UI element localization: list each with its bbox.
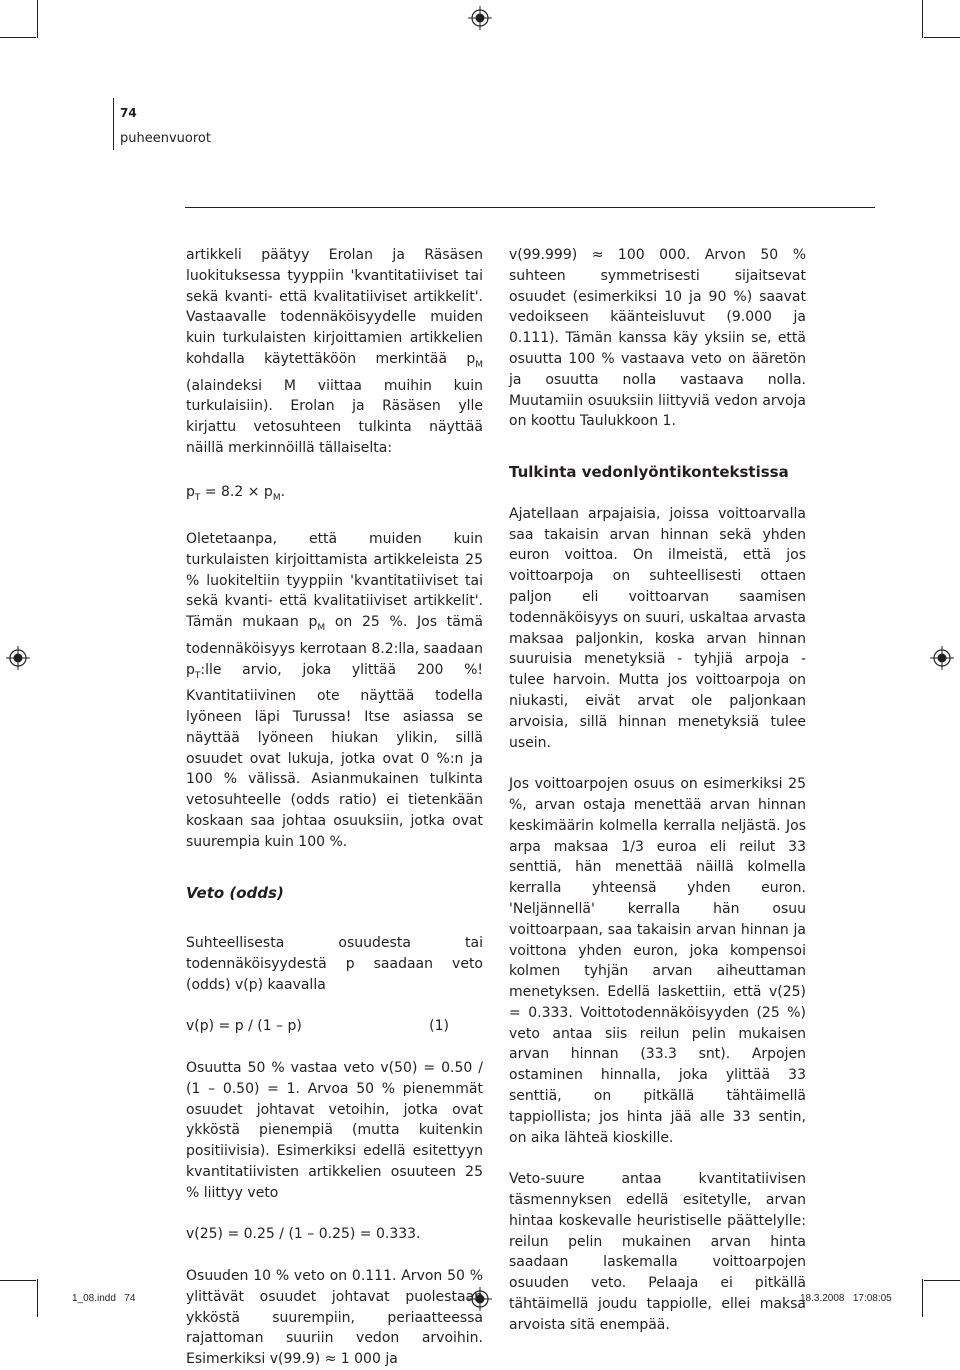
paragraph: Osuuden 10 % veto on 0.111. Arvon 50 % ylittävät osuudet johtavat puolestaan ykköstä suurempiin, periaatteessa rajattoman suuriin vedon arvoihin. Esimerkiksi v(99.9) ≈ 1 000 ja [186,1268,483,1368]
registration-mark-icon [930,646,954,670]
crop-mark [0,1280,36,1281]
paragraph: Jos voittoarpojen osuus on esimerkiksi 25 %, arvan ostaja menettää arvan hinnan keskimäärin kolmella kerralla neljästä. Jos arpa maksaa 1/3 euroa eli reilut 33 senttiä, hän menettää näillä kolmella kerralla yhteensä yhden euron. 'Neljännellä' kerralla hän osuu voittoarpaan, saa takaisin arvan hinnan ja voittona yhden euron, joka kompensoi kolmen tyhjän arvan aiheuttaman menetyksen. Edellä laskettiin, että v(25) = 0.333. Voittotodennäköisyyden (25 %) veto antaa siis reilun pelin mukaisen arvan hinnan (33.3 snt). Arpojen ostaminen hinnalla, joka ylittää 33 senttiä, on pitkällä tähtäimellä tappiollista; jos hinta jää alle 33 sentin, on aika lähteä kioskille. [509,776,806,1146]
registration-mark-icon [468,6,492,30]
paragraph: Ajatellaan arpajaisia, joissa voittoarvalla saa takaisin arvan hinnan sekä yhden euron voittoa. On ilmeistä, että jos voittoarpoja on suhteellisesti ottaen paljon eli voittoarvan saamisen todennäköisyys on suuri, uskaltaa arvasta maksaa paljonkin, koska arvan hinnan suuruisia menetyksiä - tyhjiä arpoja - tulee harvoin. Mutta jos voittoarpoja on niukasti, eivät arvat ole paljonkaan arvoisia, sillä hinnan menetyksiä tulee usein. [509,505,806,751]
equation: v(25) = 0.25 / (1 – 0.25) = 0.333. [186,1226,421,1243]
crop-mark [0,37,36,38]
paragraph: artikkeli päätyy Erolan ja Räsäsen luokituksessa tyyppiin 'kvantitatiiviset tai sekä kvanti- että kvalitatiiviset artikkelit'. Vastaavalle todennäköisyydelle muiden kuin turkulaisten kirjoittamien artikkelien kohdalla käytettäköön merkintää $p_M$ (alaindeksi M viittaa muihin kuin turkulaisiin). Erolan ja Räsäsen ylle kirjattu vetosuhteen tulkinta näyttää näillä merkinnöillä tällaiselta: [186,247,483,456]
paragraph: Osuutta 50 % vastaa veto v(50) = 0.50 / (1 – 0.50) = 1. Arvoa 50 % pienemmät osuudet johtavat vetoihin, jotka ovat ykköstä pienempiä (mutta kuitenkin positiivisia). Esimerkiksi edellä esitettyyn kvantitatiivisten artikkelien osuuteen 25 % liittyy veto [186,1060,483,1201]
equation: v(p) = p / (1 – p) (1) [186,1018,449,1035]
formula: $p_T = 8.2 \times p_M$. [186,483,286,503]
right-column [509,245,806,1336]
crop-mark [922,1279,923,1317]
section-heading: Tulkinta vedonlyöntikontekstissa [509,463,789,482]
paragraph: v(99.999) ≈ 100 000. Arvon 50 % suhteen symmetrisesti sijaitsevat osuudet (esimerkiksi 10 ja 90 %) saavat vedoikseen käänteisluvut (9.000 ja 0.111). Tämän kanssa käy yksiin se, että osuutta 100 % vastaava veto on ääretön ja osuutta nolla vastaava nolla. Muutamiin osuuksiin liittyviä vedon arvoja on koottu Taulukkoon 1. [509,247,806,430]
footer-timestamp: 18.3.2008 17:08:05 [800,1293,892,1304]
paragraph: Oletetaanpa, että muiden kuin turkulaisten kirjoittamista artikkeleista 25 % luokiteltiin tyyppiin 'kvantitatiiviset tai sekä kvanti- että kvalitatiiviset artikkelit'. Tämän mukaan $p_M$ on 25 %. Jos tämä todennäköisyys kerrotaan 8.2:lla, saadaan $p_T:lle$ arvio, joka ylittää 200 %! Kvantitatiivinen ote näyttää todella lyöneen läpi Turussa! Itse asiassa se näyttää lyöneen hiukan ylikin, sillä osuudet ovat lukuja, jotka ovat 0 %:n ja 100 % välissä. Asianmukainen tulkinta vetosuhteelle (odds ratio) ei tietenkään koskaan saa johtaa osuuksiin, jotka ovat suurempia kuin 100 %. [186,530,483,850]
registration-mark-icon [6,646,30,670]
section-title: puheenvuorot [120,131,211,146]
header-rule-horizontal [185,207,875,208]
header-rule-vertical [113,98,114,150]
left-column [186,245,483,1370]
paragraph: Suhteellisesta osuudesta tai todennäköisyydestä p saadaan veto (odds) v(p) kaavalla [186,935,483,993]
crop-mark [924,1280,960,1281]
crop-mark [922,0,923,38]
footer-file-label: 1_08.indd 74 [72,1293,136,1304]
paragraph: Veto-suure antaa kvantitatiivisen täsmennyksen edellä esitetylle, arvan hintaa koskevalle heuristiselle päättelylle: reilun pelin mukainen arvan hinta saadaan laskemalla voittoarpojen osuuden veto. Pelaaja ei pitkällä tähtäimellä joudu tappiolle, ellei maksa arvoista sitä enempää. [509,1171,806,1333]
crop-mark [37,0,38,38]
section-heading: Veto (odds) [186,883,284,902]
crop-mark [37,1279,38,1317]
page-number: 74 [120,106,137,120]
crop-mark [924,37,960,38]
